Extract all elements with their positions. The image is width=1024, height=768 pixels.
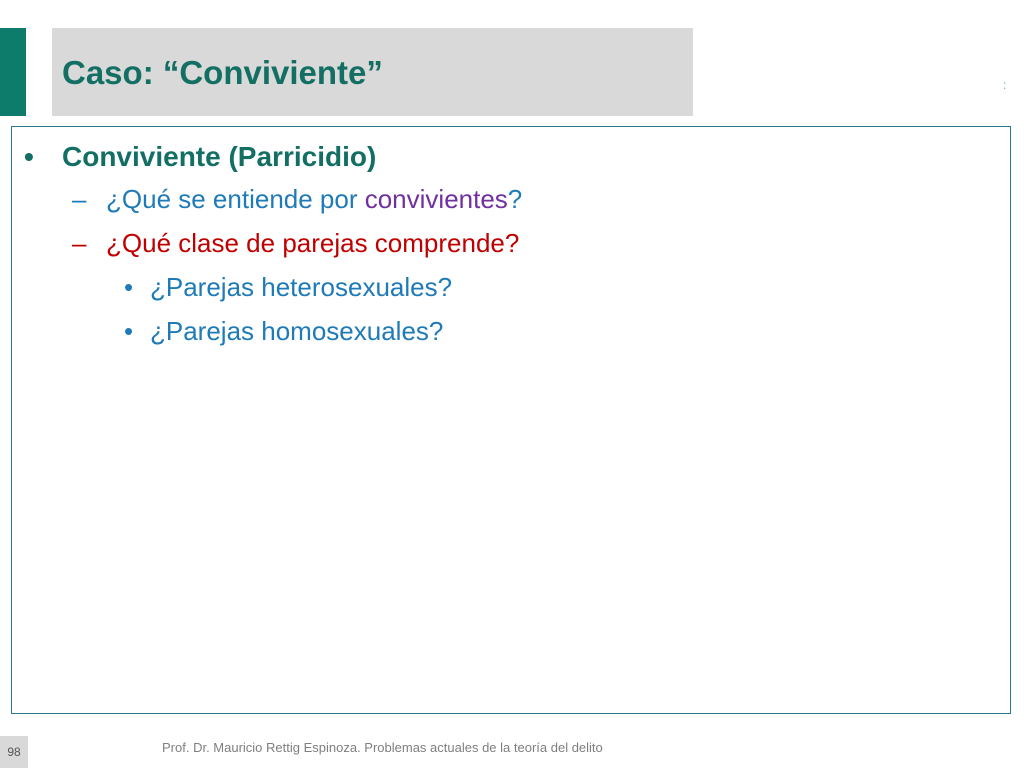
question-text-start: ¿Qué se entiende por [106,184,365,214]
content-area [11,126,1011,714]
page-number: 98 [0,736,28,768]
bullet-text: ¿Parejas heterosexuales? [150,272,453,302]
highlight-convivientes: convivientes [364,184,508,214]
question-text-end: ? [507,184,523,214]
bullet-marker: • [124,316,134,346]
bullet-marker: • [124,272,134,302]
subsubbullet-homosexuales [124,316,443,347]
title-banner [52,28,693,116]
question-text: ¿Qué clase de parejas comprende? [106,228,520,258]
bullet-text: Conviviente (Parricidio) [62,141,377,172]
slide-title: Caso: “Conviviente” [62,54,383,91]
dash-marker: – [72,228,87,258]
subbullet-parejas-question [72,228,519,259]
subsubbullet-heterosexuales [124,272,452,303]
corner-mark: : [1003,78,1007,92]
footer-text: Prof. Dr. Mauricio Rettig Espinoza. Problemas actuales de la teoría del delito [162,740,603,755]
accent-bar [0,28,26,116]
bullet-conviviente [24,141,376,173]
subbullet-convivientes-question [72,184,522,215]
bullet-text: ¿Parejas homosexuales? [150,316,444,346]
dash-marker: – [72,184,87,214]
bullet-marker: • [24,141,34,172]
